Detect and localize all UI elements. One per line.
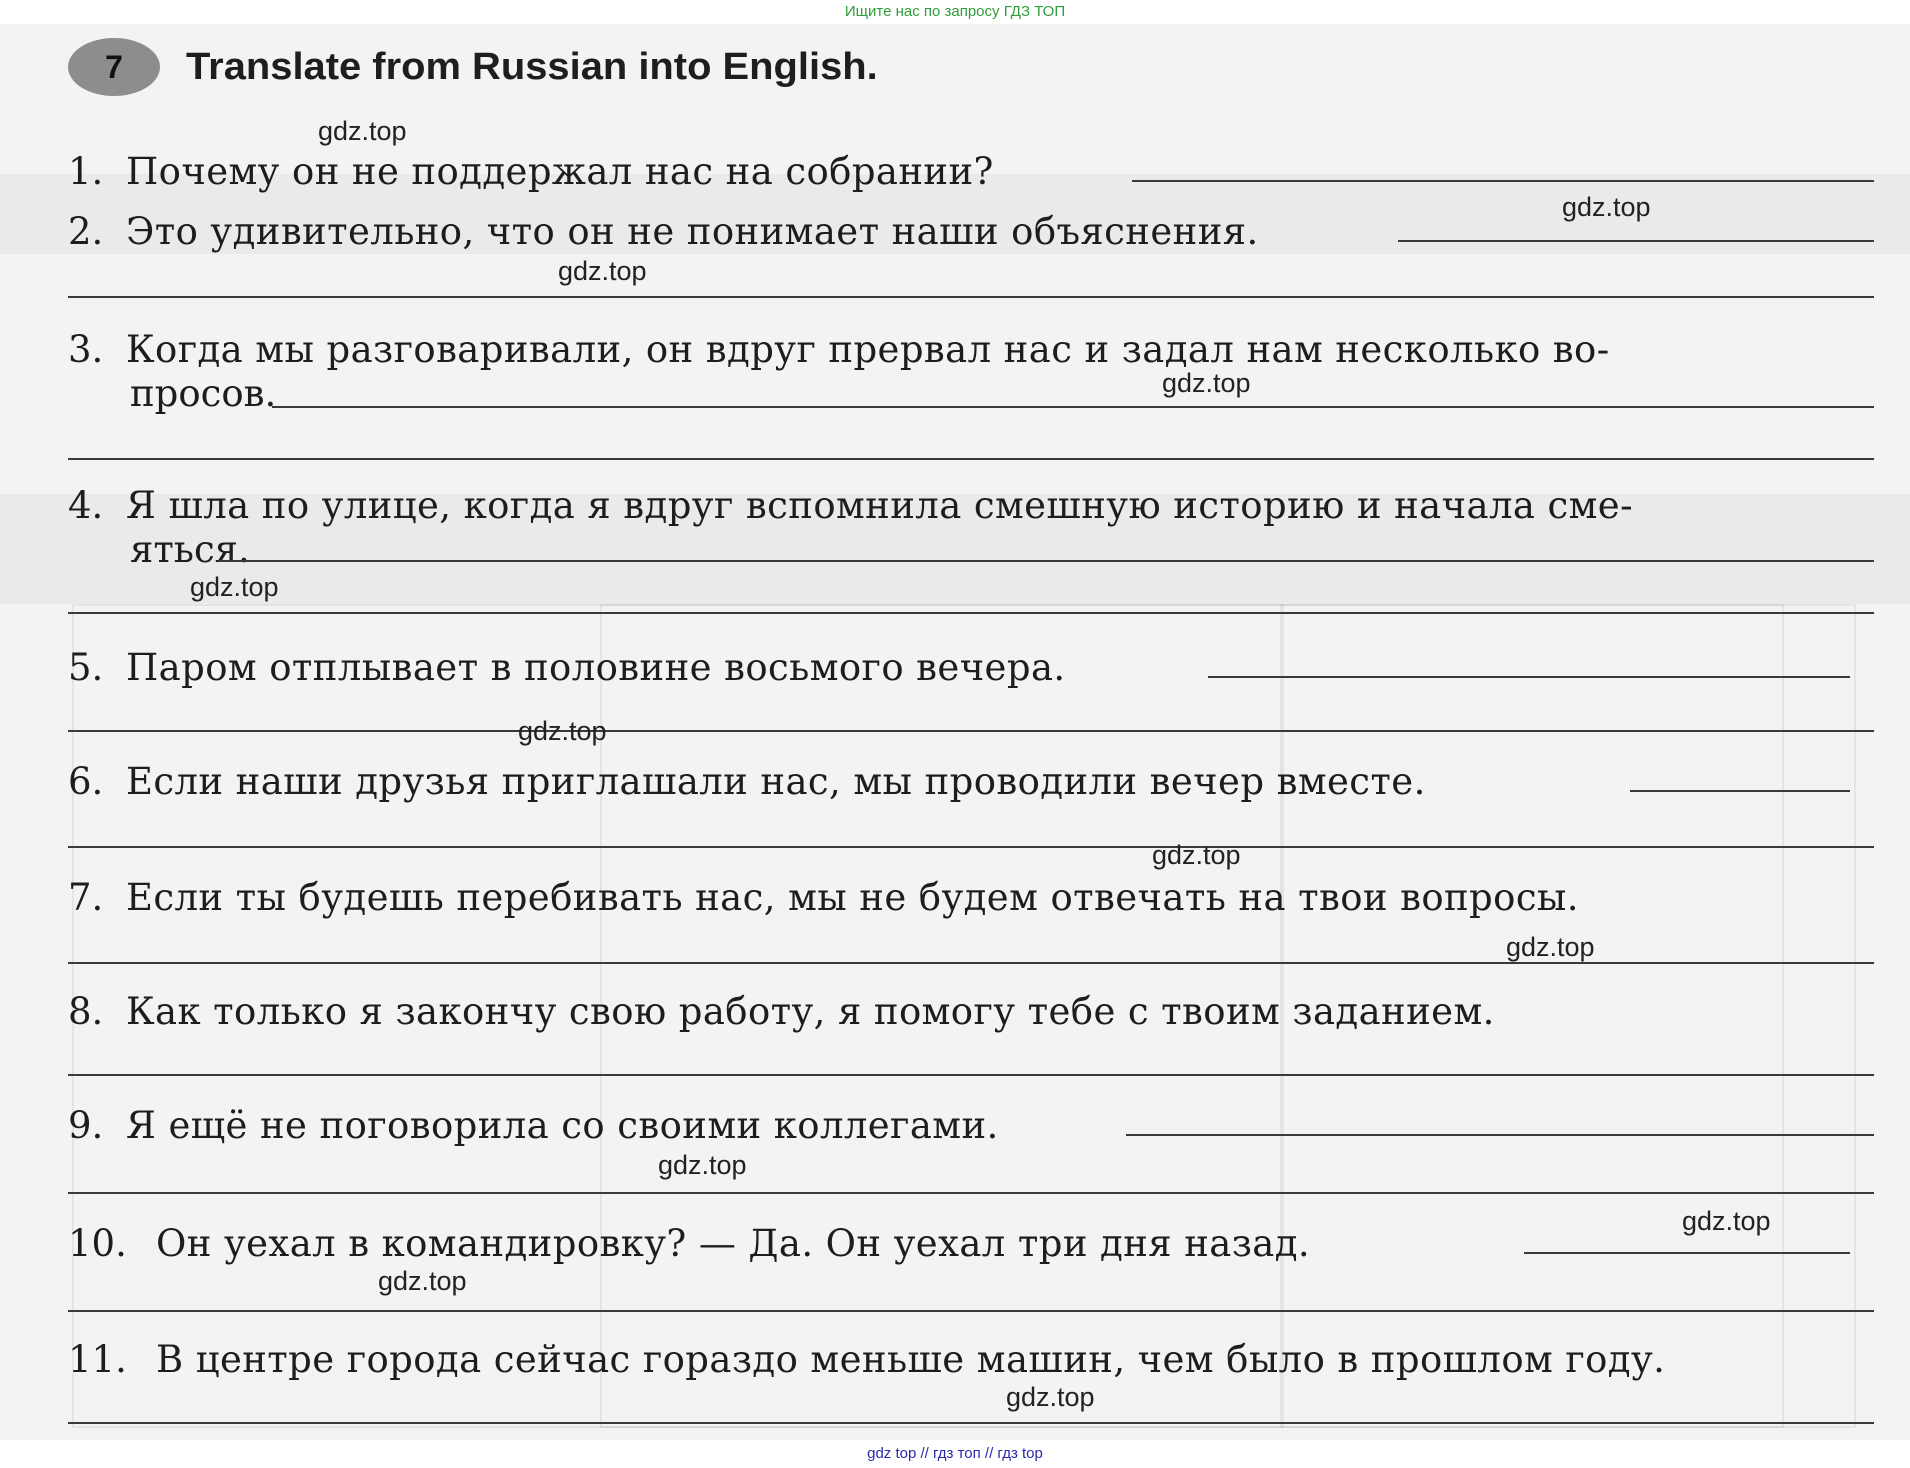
watermark: gdz.top — [190, 572, 279, 602]
item-text: Паром отплывает в половине восьмого вечера. — [126, 646, 1066, 689]
watermark: gdz.top — [658, 1150, 747, 1180]
exercise-item — [68, 1338, 1868, 1381]
item-number: 1. — [68, 150, 104, 193]
answer-line[interactable] — [1630, 790, 1850, 792]
watermark: gdz.top — [518, 716, 607, 746]
exercise-item — [68, 150, 1868, 193]
answer-line[interactable] — [68, 1074, 1874, 1076]
answer-line[interactable] — [68, 612, 1874, 614]
answer-line[interactable] — [68, 1310, 1874, 1312]
watermark: gdz.top — [1006, 1382, 1095, 1412]
watermark: gdz.top — [558, 256, 647, 286]
watermark: gdz.top — [1162, 368, 1251, 398]
item-number: 6. — [68, 760, 104, 803]
item-number: 11. — [68, 1338, 127, 1381]
answer-line[interactable] — [68, 1192, 1874, 1194]
item-text: Это удивительно, что он не понимает наши объяснения. — [126, 210, 1259, 253]
answer-line[interactable] — [68, 846, 1874, 848]
answer-line[interactable] — [68, 1422, 1874, 1424]
answer-line[interactable] — [218, 560, 1874, 562]
answer-line[interactable] — [68, 296, 1874, 298]
task-number: 7 — [105, 48, 123, 85]
answer-line[interactable] — [1126, 1134, 1874, 1136]
answer-line[interactable] — [68, 730, 1874, 732]
item-text: Я шла по улице, когда я вдруг вспомнила смешную историю и начала сме- — [126, 484, 1633, 527]
item-number: 9. — [68, 1104, 104, 1147]
exercise-item — [68, 876, 1868, 919]
item-text: В центре города сейчас гораздо меньше машин, чем было в прошлом году. — [156, 1338, 1666, 1381]
answer-line[interactable] — [1524, 1252, 1850, 1254]
answer-line[interactable] — [272, 406, 1874, 408]
item-text: Если наши друзья приглашали нас, мы проводили вечер вместе. — [126, 760, 1426, 803]
exercise-item — [68, 1104, 1868, 1147]
item-number: 2. — [68, 210, 104, 253]
item-number: 4. — [68, 484, 104, 527]
watermark: gdz.top — [378, 1266, 467, 1296]
item-text-continued: яться. — [130, 528, 250, 571]
answer-line[interactable] — [68, 962, 1874, 964]
answer-line[interactable] — [68, 458, 1874, 460]
exercise-item — [68, 1222, 1868, 1265]
item-text: Когда мы разговаривали, он вдруг прервал нас и задал нам несколько во- — [126, 328, 1610, 371]
watermark: gdz.top — [1152, 840, 1241, 870]
item-number: 3. — [68, 328, 104, 371]
watermark: gdz.top — [1506, 932, 1595, 962]
exercise-item — [68, 760, 1868, 803]
item-text: Он уехал в командировку? — Да. Он уехал три дня назад. — [156, 1222, 1311, 1265]
item-text: Как только я закончу свою работу, я помогу тебе с твоим заданием. — [126, 990, 1495, 1033]
item-number: 8. — [68, 990, 104, 1033]
answer-line[interactable] — [1398, 240, 1874, 242]
item-number: 10. — [68, 1222, 127, 1265]
answer-line[interactable] — [1208, 676, 1850, 678]
watermark: gdz.top — [1562, 192, 1651, 222]
item-number: 7. — [68, 876, 104, 919]
search-banner[interactable]: Ищите нас по запросу ГДЗ ТОП — [844, 3, 1066, 20]
item-text: Если ты будешь перебивать нас, мы не будем отвечать на твои вопросы. — [126, 876, 1579, 919]
exercise-item — [68, 990, 1868, 1033]
item-text: Почему он не поддержал нас на собрании? — [126, 150, 994, 193]
exercise-item — [68, 484, 1868, 571]
item-text: Я ещё не поговорила со своими коллегами. — [126, 1104, 999, 1147]
footer-links[interactable]: gdz top // гдз топ // гдз top — [867, 1445, 1043, 1462]
task-number-badge — [68, 38, 160, 96]
item-text-continued: просов. — [130, 372, 277, 415]
watermark: gdz.top — [318, 116, 407, 146]
item-number: 5. — [68, 646, 104, 689]
exercise-item — [68, 646, 1868, 689]
watermark: gdz.top — [1682, 1206, 1771, 1236]
answer-line[interactable] — [1132, 180, 1874, 182]
task-title: Translate from Russian into English. — [186, 46, 878, 88]
